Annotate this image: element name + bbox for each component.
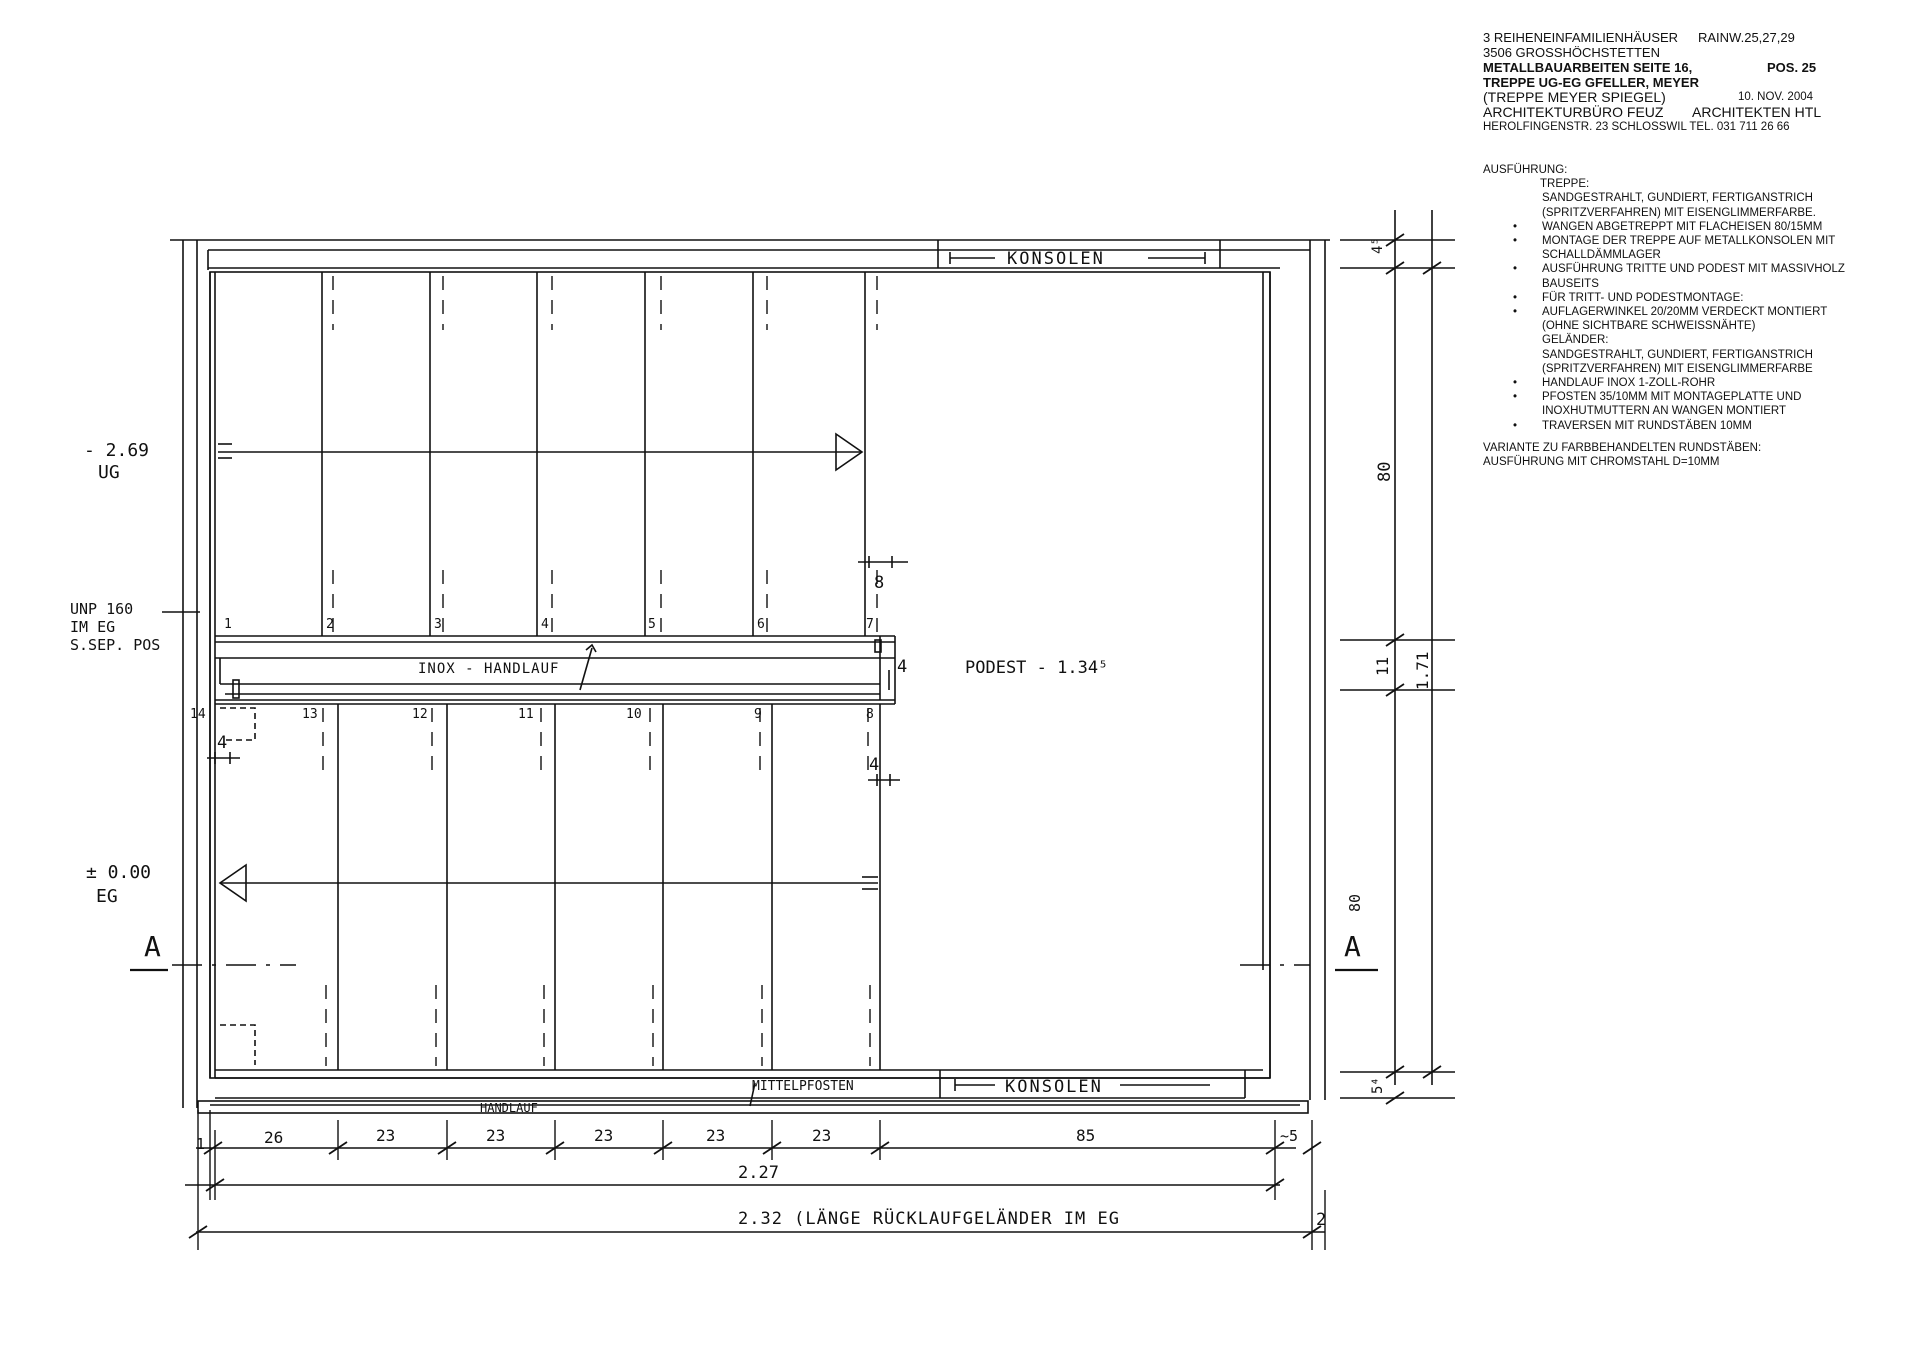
dim-bottom-seg: 23 <box>594 1126 614 1145</box>
dim-bottom-seg: 23 <box>486 1126 506 1145</box>
title-row-2 <box>1483 45 1913 60</box>
dim-bottom-seg: 23 <box>706 1126 726 1145</box>
note-line: (SPRITZVERFAHREN) MIT EISENGLIMMERFARBE <box>1542 362 1813 375</box>
dim-bottom-seg: 26 <box>264 1128 284 1147</box>
step-number: 2 <box>326 617 334 632</box>
treppe-label: TREPPE: <box>1540 178 1590 191</box>
title-row-1 <box>1483 30 1913 45</box>
unp-line-3: S.SEP. POS <box>70 636 161 654</box>
drawing-variant: (TREPPE MEYER SPIEGEL) <box>1483 89 1666 105</box>
note-bullet: • HANDLAUF INOX 1-ZOLL-ROHR <box>1483 376 1913 390</box>
note-bullet: • WANGEN ABGETREPPT MIT FLACHEISEN 80/15MM <box>1483 220 1913 234</box>
section-marker-right: A <box>1344 930 1361 963</box>
step-number: 5 <box>648 617 656 632</box>
note-bullet: • TRAVERSEN MIT RUNDSTÄBEN 10MM <box>1483 419 1913 433</box>
dim-small: 8 <box>874 573 885 593</box>
dim-total-232: 2.32 (LÄNGE RÜCKLAUFGELÄNDER IM EG <box>738 1209 1120 1229</box>
level-eg-label: EG <box>96 886 118 907</box>
handlauf-bottom-label: HANDLAUF <box>480 1101 538 1115</box>
step-number: 6 <box>757 617 765 632</box>
dim-right: 4⁵ <box>1370 237 1386 254</box>
dim-small: 4 <box>217 733 228 753</box>
level-eg-value: ± 0.00 <box>86 862 152 883</box>
dim-bottom-seg: ~5 <box>1280 1127 1299 1145</box>
step-number: 10 <box>626 707 642 722</box>
note-line: SANDGESTRAHLT, GUNDIERT, FERTIGANSTRICH <box>1542 348 1813 361</box>
dim-bottom-seg: 1 <box>196 1135 206 1153</box>
level-ug-label: UG <box>98 462 120 483</box>
note-line: SCHALLDÄMMLAGER <box>1542 249 1661 262</box>
title-row-4 <box>1483 75 1913 90</box>
dim-right-total: 1.71 <box>1413 651 1432 690</box>
title-block <box>1483 30 1913 135</box>
project-location: 3506 GROSSHÖCHSTETTEN <box>1483 45 1660 60</box>
dim-right: 80 <box>1346 893 1364 912</box>
note-line: (SPRITZVERFAHREN) MIT EISENGLIMMERFARBE. <box>1542 206 1816 219</box>
note-bullet: • AUSFÜHRUNG TRITTE UND PODEST MIT MASSIVHOLZ <box>1483 262 1913 276</box>
mittelpfosten-label: MITTELPFOSTEN <box>752 1079 854 1094</box>
unp-line-1: UNP 160 <box>70 600 134 618</box>
office-title: ARCHITEKTEN HTL <box>1692 104 1822 120</box>
note-bullet: • PFOSTEN 35/10MM MIT MONTAGEPLATTE UND <box>1483 390 1913 404</box>
dim-total-227: 2.27 <box>738 1163 779 1183</box>
note-line: INOXHUTMUTTERN AN WANGEN MONTIERT <box>1542 405 1787 418</box>
step-number: 12 <box>412 707 428 722</box>
podest-label: PODEST - 1.34⁵ <box>965 658 1109 678</box>
title-row-6 <box>1483 105 1913 120</box>
level-ug-value: - 2.69 <box>84 440 150 461</box>
step-number: 8 <box>866 707 874 722</box>
step-number: 14 <box>190 707 206 722</box>
title-row-3 <box>1483 60 1913 75</box>
dim-bottom-seg: 23 <box>812 1126 832 1145</box>
trade-page: METALLBAUARBEITEN SEITE 16, <box>1483 60 1693 75</box>
dim-bottom-seg: 23 <box>376 1126 396 1145</box>
step-number: 4 <box>541 617 549 632</box>
unp-line-2: IM EG <box>70 618 116 636</box>
section-marker-left: A <box>144 930 161 963</box>
drawing-subject: TREPPE UG-EG GFELLER, MEYER <box>1483 75 1699 90</box>
dim-small: 4 <box>897 657 908 677</box>
dim-small: 4 <box>869 755 880 775</box>
step-number: 11 <box>518 707 534 722</box>
step-number: 13 <box>302 707 318 722</box>
title-row-5 <box>1483 90 1913 105</box>
step-number: 1 <box>224 617 232 632</box>
step-number: 9 <box>754 707 762 722</box>
execution-notes <box>1483 163 1913 469</box>
step-number: 3 <box>434 617 442 632</box>
dim-right-2: 2 <box>1316 1210 1327 1230</box>
note-line: BAUSEITS <box>1542 277 1599 290</box>
office-address: HEROLFINGENSTR. 23 SCHLOSSWIL TEL. 031 711 26 66 <box>1483 121 1790 133</box>
konsolen-top-label: KONSOLEN <box>1007 249 1105 269</box>
project-name: 3 REIHENEINFAMILIENHÄUSER <box>1483 30 1679 45</box>
dim-right: 80 <box>1375 461 1395 482</box>
title-row-7 <box>1483 120 1913 135</box>
project-address: RAINW.25,27,29 <box>1698 30 1795 45</box>
dim-right: 5⁴ <box>1370 1077 1386 1094</box>
note-bullet: • AUFLAGERWINKEL 20/20MM VERDECKT MONTIERT <box>1483 305 1913 319</box>
dim-bottom-seg: 85 <box>1076 1126 1096 1145</box>
notes-heading: AUSFÜHRUNG: <box>1483 164 1568 176</box>
note-bullet: • FÜR TRITT- UND PODESTMONTAGE: <box>1483 291 1913 305</box>
variant-line: AUSFÜHRUNG MIT CHROMSTAHL D=10MM <box>1483 456 1720 469</box>
dim-right: 11 <box>1373 656 1392 676</box>
drawing-date: 10. NOV. 2004 <box>1738 91 1814 103</box>
note-line: (OHNE SICHTBARE SCHWEISSNÄHTE) <box>1542 320 1756 333</box>
position-number: POS. 25 <box>1767 60 1817 75</box>
konsolen-bottom-label: KONSOLEN <box>1005 1077 1103 1097</box>
variant-line: VARIANTE ZU FARBBEHANDELTEN RUNDSTÄBEN: <box>1483 441 1762 454</box>
note-bullet: • MONTAGE DER TREPPE AUF METALLKONSOLEN MIT <box>1483 234 1913 248</box>
office-name: ARCHITEKTURBÜRO FEUZ <box>1483 104 1664 120</box>
note-line: SANDGESTRAHLT, GUNDIERT, FERTIGANSTRICH <box>1542 192 1813 205</box>
step-number: 7 <box>866 617 874 632</box>
gelaender-label: GELÄNDER: <box>1542 334 1609 347</box>
inox-handlauf-label: INOX - HANDLAUF <box>418 661 560 677</box>
